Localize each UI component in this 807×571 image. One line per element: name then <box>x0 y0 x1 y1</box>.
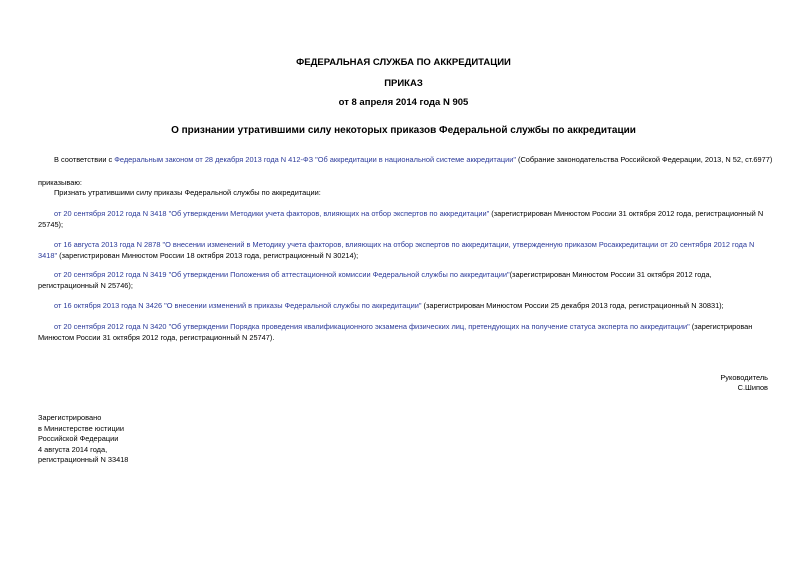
registration-line: в Министерстве юстиции <box>38 423 125 433</box>
list-item <box>38 240 773 261</box>
order-word: приказываю: <box>38 178 82 187</box>
list-item <box>38 209 773 230</box>
agency-heading: ФЕДЕРАЛЬНАЯ СЛУЖБА ПО АККРЕДИТАЦИИ <box>296 57 511 68</box>
intro-post: (Собрание законодательства Российской Федерации, 2013, N 52, ст.6977) <box>515 155 773 164</box>
order-link-2878[interactable]: от 16 августа 2013 года N 2878 "О внесении изменений в Методику учета факторов, влияющих на отбор экспертов по аккредитации, утвержденную приказом Росаккредитации от 20 сентября 2012 года N 3418" <box>38 240 755 260</box>
signer-position: Руководитель <box>720 373 768 382</box>
doc-title: О признании утратившими силу некоторых приказов Федеральной службы по аккредитации <box>171 125 636 136</box>
registration-date: 4 августа 2014 года, <box>38 444 108 454</box>
intro-pre: В соответствии с <box>54 155 115 164</box>
registration-block <box>38 413 128 466</box>
item-registration: (зарегистрирован Минюстом России 18 октября 2013 года, регистрационный N 30214); <box>57 250 359 260</box>
item-registration: (зарегистрирован Минюстом России 31 октября 2012 года, регистрационный N 25747). <box>38 322 753 342</box>
order-link-3418[interactable]: от 20 сентября 2012 года N 3418 "Об утверждении Методики учета факторов, влияющих на отбор экспертов по аккредитации" <box>54 209 490 218</box>
declare-text: Признать утратившими силу приказы Федеральной службы по аккредитации: <box>54 188 321 197</box>
list-item <box>38 301 773 312</box>
registration-line: Зарегистрировано <box>38 413 102 422</box>
federal-law-link[interactable]: Федеральным законом от 28 декабря 2013 года N 412-ФЗ "Об аккредитации в национальной системе аккредитации" <box>114 155 516 164</box>
registration-number: регистрационный N 33418 <box>38 455 129 464</box>
doc-date-heading: от 8 апреля 2014 года N 905 <box>338 97 469 108</box>
item-registration: (зарегистрирован Минюстом России 31 октября 2012 года, регистрационный N 25746); <box>38 270 712 290</box>
doc-type-heading: ПРИКАЗ <box>384 78 423 89</box>
item-registration: (зарегистрирован Минюстом России 25 декабря 2013 года, регистрационный N 30831); <box>421 301 724 310</box>
order-link-3420[interactable]: от 20 сентября 2012 года N 3420 "Об утверждении Порядка проведения квалификационного экзамена физических лиц, претендующих на получение статуса эксперта по аккредитации" <box>54 322 690 331</box>
item-registration: (зарегистрирован Минюстом России 31 октября 2012 года, регистрационный N 25745); <box>38 209 764 229</box>
signer-name: С.Шипов <box>737 383 768 392</box>
order-link-3419[interactable]: от 20 сентября 2012 года N 3419 "Об утверждении Положения об аттестационной комиссии Федеральной службы по аккредитации" <box>54 270 510 279</box>
intro-paragraph <box>38 155 773 166</box>
registration-line: Российской Федерации <box>38 434 119 443</box>
signature-block <box>720 373 768 393</box>
declare-paragraph <box>38 188 773 199</box>
list-item <box>38 322 773 343</box>
order-link-3426[interactable]: от 16 октября 2013 года N 3426 "О внесении изменений в приказы Федеральной службы по аккредитации" <box>54 301 422 310</box>
list-item <box>38 270 773 291</box>
